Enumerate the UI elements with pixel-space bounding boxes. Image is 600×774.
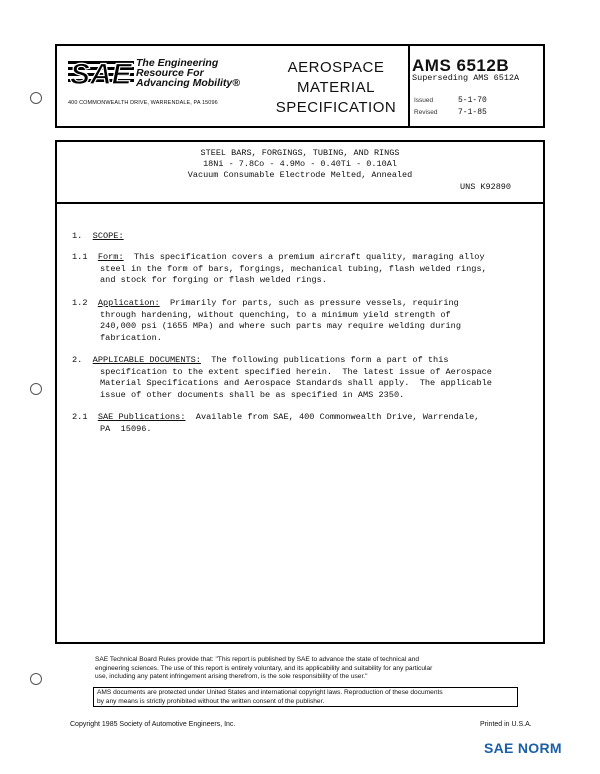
frame-bottom [55, 642, 545, 644]
notice-line: AMS documents are protected under United States and international copyright laws. Reproduction of these documents [97, 689, 443, 696]
printed-in: Printed in U.S.A. [480, 721, 532, 728]
section-2-line: Material Specifications and Aerospace Standards shall apply. The applicable [100, 378, 492, 389]
section-2-1-line: PA 15096. [100, 423, 152, 434]
title-line: STEEL BARS, FORGINGS, TUBING, AND RINGS [200, 148, 400, 158]
frame-left [55, 140, 57, 644]
document-type [262, 58, 410, 118]
section-1-1: 1.1 Form: This specification covers a premium aircraft quality, maraging alloy [72, 252, 485, 262]
revised-date: 7-1-85 [458, 108, 487, 117]
copyright-notice-box [93, 687, 518, 707]
copyright: Copyright 1985 Society of Automotive Engineers, Inc. [70, 721, 236, 728]
doc-type-line: SPECIFICATION [275, 99, 397, 116]
section-1-2-line: 240,000 psi (1655 MPa) and where such parts may require welding during [100, 321, 461, 332]
issued-date: 5-1-70 [458, 96, 487, 105]
title-line: Vacuum Consumable Electrode Melted, Annealed [187, 170, 413, 180]
superseding-note: Superseding AMS 6512A [412, 73, 520, 83]
punch-hole-top [30, 92, 42, 104]
tagline [136, 58, 240, 88]
doc-type-line: MATERIAL [297, 79, 375, 96]
tagline-line: The Engineering [136, 57, 219, 69]
document-number: AMS 6512B [412, 56, 510, 75]
board-rules-note [95, 656, 520, 682]
section-1-heading: 1. SCOPE: [72, 231, 124, 241]
sae-norm-watermark: SAE NORM [484, 740, 562, 756]
uns-number: UNS K92890 [460, 182, 512, 192]
punch-hole-middle [30, 383, 42, 395]
punch-hole-bottom [30, 673, 42, 685]
rules-line: use, including any patent infringement arising therefrom, is the sole responsibility of the user." [95, 673, 368, 681]
title-line: 18Ni - 7.8Co - 4.9Mo - 0.40Ti - 0.10Al [203, 159, 397, 169]
section-1-2-line: fabrication. [100, 332, 162, 343]
notice-line: by any means is strictly prohibited without the written consent of the publisher. [97, 697, 325, 705]
section-1-1-line: steel in the form of bars, forgings, mechanical tubing, flash welded rings, [100, 263, 487, 274]
sae-address: 400 COMMONWEALTH DRIVE, WARRENDALE, PA 15096 [68, 100, 218, 106]
section-2-line: specification to the extent specified herein. The latest issue of Aerospace [100, 366, 492, 377]
section-1-2-line: through hardening, without quenching, to a minimum yield strength of [100, 309, 451, 320]
issue-dates [414, 95, 487, 119]
doc-type-line: AEROSPACE [287, 59, 385, 76]
tagline-line: Advancing Mobility® [136, 77, 240, 89]
section-1-2: 1.2 Application: Primarily for parts, such as pressure vessels, requiring [72, 298, 459, 308]
rules-line: SAE Technical Board Rules provide that: "This report is published by SAE to advance the state of technical and [95, 656, 420, 663]
tagline-line: Resource For [136, 67, 204, 79]
section-2-line: issue of other documents shall be as specified in AMS 2350. [100, 389, 405, 400]
rules-line: engineering sciences. The use of this report is entirely voluntary, and its applicability and suitability for any particular [95, 664, 433, 672]
issued-label: Issued [414, 97, 434, 104]
sae-logo [68, 57, 134, 91]
revised-label: Revised [414, 109, 438, 116]
logo-text: SAE [70, 58, 132, 91]
section-2: 2. APPLICABLE DOCUMENTS: The following publications form a part of this [72, 355, 449, 365]
document-title [100, 148, 500, 181]
section-2-1: 2.1 SAE Publications: Available from SAE, 400 Commonwealth Drive, Warrendale, [72, 412, 480, 422]
section-1-1-line: and stock for forging or flash welded rings. [100, 275, 327, 286]
